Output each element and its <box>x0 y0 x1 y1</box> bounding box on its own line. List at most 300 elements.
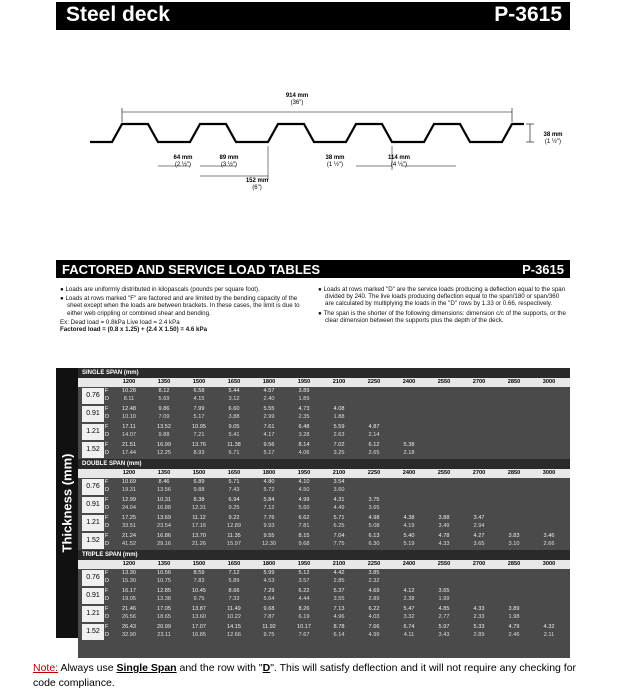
span-header: 1650 <box>227 470 241 476</box>
load-value-F: 9.05 <box>228 424 240 430</box>
load-value-F: 5.38 <box>403 442 415 448</box>
load-value-F: 7.99 <box>193 406 205 412</box>
span-header: 2400 <box>402 470 416 476</box>
span-header: 1800 <box>262 470 276 476</box>
load-value-D: 2.66 <box>543 541 555 547</box>
load-value-F: 7.13 <box>333 606 345 612</box>
load-value-F: 11.12 <box>192 515 206 521</box>
load-value-D: 18.65 <box>157 614 171 620</box>
load-value-F: 4.78 <box>438 533 450 539</box>
span-header: 1650 <box>227 379 241 385</box>
load-value-D: 12.89 <box>227 523 241 529</box>
span-header: 2700 <box>472 561 486 567</box>
load-value-D: 7.09 <box>158 414 170 420</box>
span-header: 1650 <box>227 561 241 567</box>
load-value-D: 15.97 <box>227 541 241 547</box>
load-value-F: 4.08 <box>333 406 345 412</box>
load-value-D: 9.88 <box>193 487 205 493</box>
load-value-D: 13.60 <box>192 614 206 620</box>
load-value-F: 3.85 <box>368 570 380 576</box>
load-value-F: 4.42 <box>333 570 345 576</box>
load-value-F: 11.92 <box>262 624 276 630</box>
load-value-D: 23.54 <box>157 523 171 529</box>
thickness-value: 0.91 <box>82 588 104 604</box>
dim-89: 89 mm (3 ½") <box>219 155 239 168</box>
load-value-F: 4.38 <box>403 515 415 521</box>
load-value-F: 5.37 <box>333 588 345 594</box>
thickness-label: Thickness (mm) <box>59 453 75 553</box>
load-value-F: 7.04 <box>333 533 345 539</box>
dim-64: 64 mm (2 ½") <box>173 155 193 168</box>
thickness-value: 0.91 <box>82 406 104 422</box>
load-value-D: 6.30 <box>368 541 380 547</box>
load-value-D: 3.49 <box>438 523 450 529</box>
load-value-F: 17.11 <box>122 424 136 430</box>
note-item: ● Loads at rows marked "F" are factored and are limited by the bending capacity of the sheet except when the loads are between brackets. In these cases, the limit is due to either web crippling or combined shear and bending. <box>60 295 300 317</box>
load-value-F: 6.22 <box>298 588 310 594</box>
load-value-D: 4.44 <box>298 596 310 602</box>
notes-right <box>318 286 568 326</box>
load-value-F: 16.99 <box>157 442 171 448</box>
span-header: 1950 <box>297 470 311 476</box>
span-header: 2250 <box>367 379 381 385</box>
table-code: P-3615 <box>522 262 564 277</box>
note-single-span: Single Span <box>116 662 177 674</box>
load-value-F: 21.46 <box>122 606 136 612</box>
load-value-D: 4.53 <box>263 578 275 584</box>
load-value-F: 17.05 <box>157 606 171 612</box>
load-value-D: 8.93 <box>193 450 205 456</box>
load-value-F: 3.89 <box>298 388 310 394</box>
row-type-F: F <box>105 570 109 576</box>
span-header: 2700 <box>472 379 486 385</box>
load-value-F: 10.31 <box>157 497 171 503</box>
section-title: SINGLE SPAN (mm) <box>78 368 570 378</box>
load-value-F: 7.12 <box>228 570 240 576</box>
load-value-D: 5.69 <box>158 396 170 402</box>
row-type-D: D <box>105 541 109 547</box>
load-value-D: 3.43 <box>438 632 450 638</box>
load-value-F: 5.33 <box>473 624 485 630</box>
load-value-F: 9.86 <box>158 406 170 412</box>
load-value-D: 26.56 <box>122 614 136 620</box>
load-value-D: 7.12 <box>263 505 275 511</box>
span-header: 2400 <box>402 561 416 567</box>
row-type-F: F <box>105 388 109 394</box>
load-value-D: 5.08 <box>368 523 380 529</box>
load-value-D: 2.40 <box>263 396 275 402</box>
span-header-row <box>78 378 570 387</box>
span-header-row <box>78 560 570 569</box>
dim-38: 38 mm (1 ½") <box>325 155 345 168</box>
load-value-F: 4.98 <box>368 515 380 521</box>
dim-width: 914 mm (36") <box>285 93 309 106</box>
load-value-D: 19.05 <box>122 596 136 602</box>
load-value-F: 13.30 <box>122 570 136 576</box>
load-value-D: 5.72 <box>263 487 275 493</box>
load-value-D: 3.25 <box>333 450 345 456</box>
span-header: 2850 <box>507 561 521 567</box>
load-value-D: 16.85 <box>192 632 206 638</box>
load-value-D: 16.88 <box>157 505 171 511</box>
load-value-D: 2.65 <box>368 450 380 456</box>
load-value-F: 9.55 <box>263 533 275 539</box>
load-value-D: 3.12 <box>228 396 240 402</box>
load-table <box>78 368 570 658</box>
load-value-F: 16.17 <box>122 588 136 594</box>
load-value-F: 4.85 <box>438 606 450 612</box>
load-value-F: 20.99 <box>157 624 171 630</box>
load-value-F: 6.89 <box>193 479 205 485</box>
load-value-F: 4.79 <box>508 624 520 630</box>
load-value-D: 6.25 <box>333 523 345 529</box>
load-value-F: 21.24 <box>122 533 136 539</box>
load-value-F: 13.76 <box>192 442 206 448</box>
row-type-D: D <box>105 505 109 511</box>
span-header: 1950 <box>297 379 311 385</box>
load-value-D: 6.14 <box>333 632 345 638</box>
load-value-D: 2.18 <box>403 450 415 456</box>
load-value-F: 8.14 <box>298 442 310 448</box>
load-value-D: 1.88 <box>333 414 345 420</box>
load-value-D: 2.46 <box>508 632 520 638</box>
load-value-D: 29.16 <box>157 541 171 547</box>
load-value-F: 8.12 <box>158 388 170 394</box>
load-value-D: 1.99 <box>438 596 450 602</box>
thickness-value: 1.21 <box>82 606 104 622</box>
load-value-F: 9.22 <box>228 515 240 521</box>
load-value-D: 5.17 <box>263 450 275 456</box>
thickness-value: 1.52 <box>82 624 104 640</box>
table-title: FACTORED AND SERVICE LOAD TABLES <box>62 262 321 277</box>
row-type-F: F <box>105 479 109 485</box>
load-value-D: 4.50 <box>298 487 310 493</box>
load-value-F: 12.99 <box>122 497 136 503</box>
load-value-F: 4.87 <box>368 424 380 430</box>
load-value-D: 10.75 <box>157 578 171 584</box>
span-header: 1500 <box>192 470 206 476</box>
load-value-D: 7.21 <box>193 432 205 438</box>
load-value-D: 8.11 <box>123 396 135 402</box>
load-value-D: 6.19 <box>298 614 310 620</box>
span-header: 2250 <box>367 561 381 567</box>
span-header: 1200 <box>122 379 136 385</box>
load-value-F: 3.54 <box>333 479 345 485</box>
load-value-F: 5.71 <box>228 479 240 485</box>
load-value-F: 8.46 <box>158 479 170 485</box>
thickness-value: 0.76 <box>82 570 104 586</box>
span-header: 1350 <box>157 561 171 567</box>
load-value-D: 4.03 <box>368 614 380 620</box>
table-header <box>56 260 570 278</box>
span-header: 2250 <box>367 470 381 476</box>
load-value-F: 16.86 <box>157 533 171 539</box>
load-value-F: 5.40 <box>403 533 415 539</box>
load-value-F: 4.27 <box>473 533 485 539</box>
row-type-F: F <box>105 606 109 612</box>
note-example: Ex: Dead load = 0.8kPa Live load = 2.4 kPa <box>60 318 180 326</box>
row-type-F: F <box>105 497 109 503</box>
row-type-F: F <box>105 533 109 539</box>
load-value-D: 9.68 <box>298 541 310 547</box>
load-value-F: 5.99 <box>263 570 275 576</box>
load-value-F: 4.69 <box>368 588 380 594</box>
load-value-D: 6.71 <box>228 450 240 456</box>
load-value-F: 11.49 <box>227 606 241 612</box>
load-value-F: 10.28 <box>122 388 136 394</box>
span-header: 2550 <box>437 561 451 567</box>
load-value-F: 14.15 <box>227 624 241 630</box>
load-value-D: 7.87 <box>263 614 275 620</box>
thickness-value: 1.21 <box>82 515 104 531</box>
load-value-F: 3.88 <box>438 515 450 521</box>
note-text-2: and the row with " <box>176 662 263 674</box>
load-value-D: 4.15 <box>193 396 205 402</box>
dim-152: 152 mm (6") <box>245 178 269 191</box>
load-value-D: 4.96 <box>333 614 345 620</box>
row-type-D: D <box>105 632 109 638</box>
load-value-F: 4.57 <box>263 388 275 394</box>
load-value-F: 26.43 <box>122 624 136 630</box>
load-value-D: 3.55 <box>333 596 345 602</box>
load-value-D: 7.75 <box>333 541 345 547</box>
thickness-value: 1.21 <box>82 424 104 440</box>
section-title: TRIPLE SPAN (mm) <box>78 550 570 560</box>
load-value-D: 5.89 <box>228 578 240 584</box>
dim-114: 114 mm (4 ½") <box>387 155 411 168</box>
load-value-D: 4.49 <box>333 505 345 511</box>
load-value-D: 1.89 <box>298 396 310 402</box>
load-value-F: 5.44 <box>228 388 240 394</box>
load-value-D: 7.43 <box>228 487 240 493</box>
span-header: 3000 <box>542 379 556 385</box>
note-d: D <box>262 662 271 674</box>
load-value-F: 5.59 <box>333 424 345 430</box>
load-value-F: 4.99 <box>298 497 310 503</box>
dim-38-right: 38 mm (1 ½") <box>543 132 563 145</box>
span-header-row <box>78 469 570 478</box>
span-header: 1800 <box>262 379 276 385</box>
load-value-F: 3.89 <box>508 606 520 612</box>
row-type-F: F <box>105 424 109 430</box>
span-header: 3000 <box>542 470 556 476</box>
note-item: ● Loads at rows marked "D" are the service loads producing a deflection equal to the span divided by 240. The live loads producing deflection equal to the span/180 or span/360 are calculated by multiplying the loads in the "D" rows by 1.33 or 0.66, respectively. <box>318 286 566 308</box>
load-value-D: 2.89 <box>473 632 485 638</box>
load-value-F: 7.29 <box>263 588 275 594</box>
load-value-D: 4.17 <box>263 432 275 438</box>
load-value-D: 3.88 <box>228 414 240 420</box>
load-value-F: 5.97 <box>438 624 450 630</box>
thickness-value: 0.76 <box>82 388 104 404</box>
load-value-F: 6.60 <box>228 406 240 412</box>
load-value-D: 13.56 <box>157 487 171 493</box>
span-header: 2850 <box>507 379 521 385</box>
load-value-D: 4.11 <box>403 632 415 638</box>
thickness-value: 0.76 <box>82 479 104 495</box>
notes-left <box>60 286 310 335</box>
load-value-D: 5.64 <box>263 596 275 602</box>
load-value-D: 9.75 <box>263 632 275 638</box>
thickness-label-bar <box>56 368 78 638</box>
row-type-F: F <box>105 624 109 630</box>
span-header: 1200 <box>122 561 136 567</box>
load-value-D: 9.25 <box>228 505 240 511</box>
span-header: 2550 <box>437 379 451 385</box>
load-value-F: 3.65 <box>438 588 450 594</box>
load-value-D: 17.16 <box>192 523 206 529</box>
load-value-D: 7.33 <box>228 596 240 602</box>
row-type-D: D <box>105 596 109 602</box>
note-item: ● Loads are uniformly distributed in kilopascals (pounds per square foot). <box>60 286 260 293</box>
span-header: 1500 <box>192 379 206 385</box>
load-value-D: 2.63 <box>333 432 345 438</box>
load-value-F: 3.75 <box>368 497 380 503</box>
load-value-D: 3.32 <box>403 614 415 620</box>
span-header: 2850 <box>507 470 521 476</box>
row-type-D: D <box>105 487 109 493</box>
load-value-F: 6.48 <box>298 424 310 430</box>
thickness-value: 1.52 <box>82 533 104 549</box>
span-header: 1350 <box>157 470 171 476</box>
note-text-3: ". This will satisfy deflection and it will not require any checking for code compliance. <box>33 662 577 689</box>
span-header: 2100 <box>332 379 346 385</box>
row-type-F: F <box>105 515 109 521</box>
row-type-D: D <box>105 614 109 620</box>
load-value-D: 7.83 <box>193 578 205 584</box>
load-value-F: 21.51 <box>122 442 136 448</box>
load-value-F: 7.76 <box>263 515 275 521</box>
note-factored: Factored load = (0.8 x 1.25) + (2.4 X 1.50) = 4.6 kPa <box>60 326 208 334</box>
load-value-F: 8.66 <box>228 588 240 594</box>
load-value-D: 2.77 <box>438 614 450 620</box>
load-value-F: 7.02 <box>333 442 345 448</box>
load-value-F: 5.12 <box>298 570 310 576</box>
load-value-D: 24.04 <box>122 505 136 511</box>
row-type-D: D <box>105 523 109 529</box>
load-value-F: 9.56 <box>263 442 275 448</box>
load-value-D: 3.57 <box>298 578 310 584</box>
note-text-1: Always use <box>58 662 117 674</box>
load-value-D: 5.17 <box>193 414 205 420</box>
load-value-D: 5.41 <box>228 432 240 438</box>
load-value-F: 17.25 <box>122 515 136 521</box>
load-value-D: 9.93 <box>263 523 275 529</box>
load-value-F: 8.15 <box>298 533 310 539</box>
load-value-F: 6.74 <box>403 624 415 630</box>
row-type-D: D <box>105 414 109 420</box>
note-label: Note: <box>33 662 59 674</box>
load-value-D: 2.35 <box>298 414 310 420</box>
load-value-D: 21.26 <box>192 541 206 547</box>
load-value-D: 9.75 <box>193 596 205 602</box>
note-item: ● The span is the shorter of the following dimensions: dimension c/c of the supports, or the clear dimension between the supports plus the depth of the deck. <box>318 309 566 324</box>
span-header: 1350 <box>157 379 171 385</box>
load-value-F: 12.48 <box>122 406 136 412</box>
load-value-D: 2.38 <box>403 596 415 602</box>
load-value-D: 3.65 <box>368 505 380 511</box>
load-value-D: 2.94 <box>473 523 485 529</box>
load-value-D: 32.90 <box>122 632 136 638</box>
load-value-F: 13.69 <box>157 515 171 521</box>
load-value-D: 2.89 <box>368 596 380 602</box>
load-value-F: 13.70 <box>192 533 206 539</box>
thickness-value: 0.91 <box>82 497 104 513</box>
load-value-D: 7.81 <box>298 523 310 529</box>
load-value-F: 3.46 <box>543 533 555 539</box>
load-value-D: 33.51 <box>122 523 136 529</box>
load-value-F: 6.94 <box>228 497 240 503</box>
load-value-D: 4.19 <box>403 523 415 529</box>
load-value-F: 13.52 <box>157 424 171 430</box>
load-value-F: 4.80 <box>263 479 275 485</box>
load-value-D: 1.98 <box>508 614 520 620</box>
load-value-D: 2.33 <box>473 614 485 620</box>
load-value-D: 17.44 <box>122 450 136 456</box>
load-value-F: 5.71 <box>333 515 345 521</box>
load-value-F: 3.47 <box>473 515 485 521</box>
row-type-F: F <box>105 588 109 594</box>
load-value-D: 2.11 <box>543 632 555 638</box>
load-value-F: 13.87 <box>192 606 206 612</box>
span-header: 2400 <box>402 379 416 385</box>
load-value-F: 9.68 <box>263 606 275 612</box>
load-value-F: 7.66 <box>368 624 380 630</box>
load-value-F: 17.07 <box>192 624 206 630</box>
load-value-F: 8.59 <box>193 570 205 576</box>
load-value-F: 8.26 <box>298 606 310 612</box>
load-value-F: 11.35 <box>227 533 241 539</box>
load-value-D: 12.30 <box>262 541 276 547</box>
load-value-F: 5.47 <box>403 606 415 612</box>
load-value-D: 2.85 <box>333 578 345 584</box>
load-value-D: 3.60 <box>333 487 345 493</box>
load-value-D: 41.52 <box>122 541 136 547</box>
load-value-D: 10.10 <box>122 414 136 420</box>
span-header: 1950 <box>297 561 311 567</box>
row-type-F: F <box>105 406 109 412</box>
span-header: 1200 <box>122 470 136 476</box>
load-value-F: 11.38 <box>227 442 241 448</box>
load-value-D: 12.66 <box>227 632 241 638</box>
page-title: Steel deck <box>66 3 170 26</box>
load-value-D: 3.65 <box>473 541 485 547</box>
load-value-D: 9.88 <box>158 432 170 438</box>
load-value-F: 3.83 <box>508 533 520 539</box>
load-value-F: 10.95 <box>192 424 206 430</box>
load-value-D: 4.06 <box>298 450 310 456</box>
section-title: DOUBLE SPAN (mm) <box>78 459 570 469</box>
load-value-F: 10.45 <box>192 588 206 594</box>
thickness-value: 1.52 <box>82 442 104 458</box>
load-value-F: 7.61 <box>263 424 275 430</box>
bottom-note <box>33 661 593 691</box>
load-value-F: 4.12 <box>403 588 415 594</box>
load-value-D: 10.22 <box>227 614 241 620</box>
span-header: 1500 <box>192 561 206 567</box>
load-value-D: 12.31 <box>192 505 206 511</box>
load-value-F: 5.84 <box>263 497 275 503</box>
row-type-D: D <box>105 450 109 456</box>
row-type-F: F <box>105 442 109 448</box>
load-value-F: 5.55 <box>263 406 275 412</box>
load-value-F: 10.69 <box>122 479 136 485</box>
load-value-F: 4.33 <box>473 606 485 612</box>
load-value-D: 3.28 <box>298 432 310 438</box>
load-value-F: 12.85 <box>157 588 171 594</box>
load-value-D: 5.19 <box>403 541 415 547</box>
span-header: 3000 <box>542 561 556 567</box>
load-value-D: 13.38 <box>157 596 171 602</box>
